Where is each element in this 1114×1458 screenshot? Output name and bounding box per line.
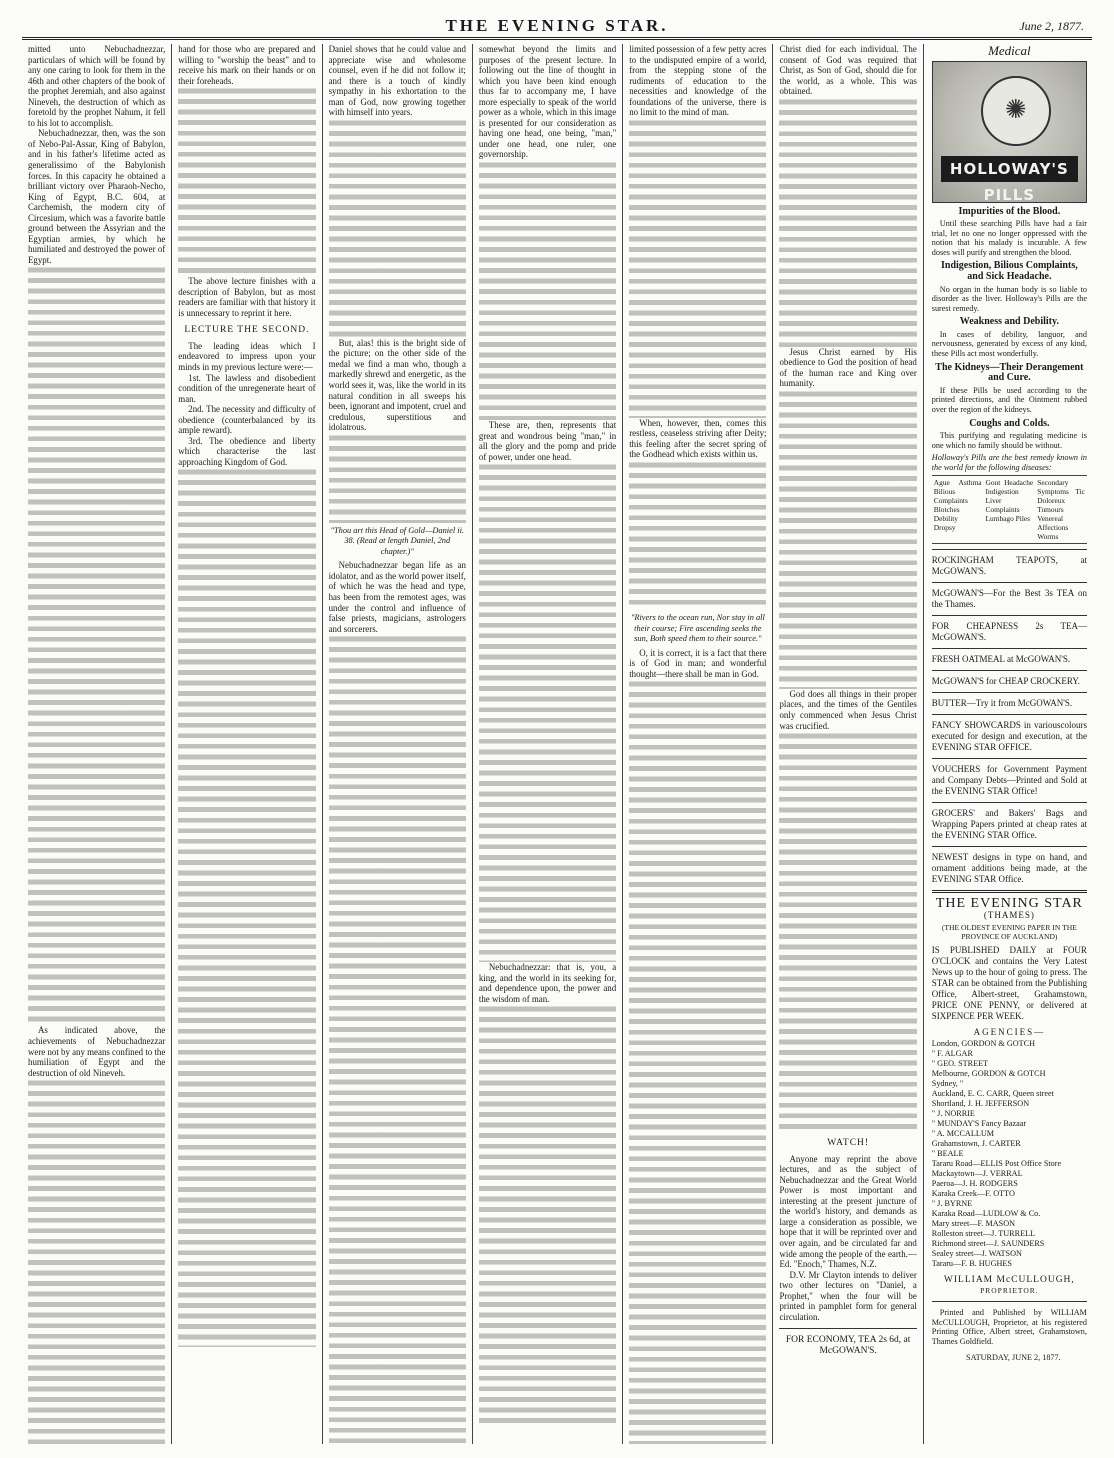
ad-notice: FANCY SHOWCARDS in variouscolours executed for design and execution, at the EVENING STAR OFFICE. xyxy=(931,720,1087,753)
masthead xyxy=(22,14,1092,40)
column-1-paragraph: Nebuchadnezzar, then, was the son of Nebo-Pal-Assar, King of Babylon, and in his father's lifetime acted as generalissimo of the Babylonish forces. In this capacity he obtained a brilliant victory over Pharaoh-Necho, King of Egypt, B.C. 604, at Carchemish, the modern city of Circesium, which was a favorite battle ground between the Assyrian and the Egyptian armies, by which he humiliated and destroyed the power of Egypt. xyxy=(28,128,166,265)
column-6-paragraph: Christ died for each individual. The consent of God was required that Christ, as Son of God, should die for the world, as a whole. This was obtained. xyxy=(779,44,917,97)
agency-entry: " F. ALGAR xyxy=(931,1049,973,1059)
agency-entry: Sealey street—J. WATSON xyxy=(931,1249,1022,1259)
divider xyxy=(932,846,1087,847)
ad-section-title: Coughs and Colds. xyxy=(969,417,1050,429)
agency-entry: " J. BYRNE xyxy=(931,1199,973,1209)
agency-entry: Grahamstown, J. CARTER xyxy=(931,1139,1021,1149)
scripture-quote: "Thou art this Head of Gold—Daniel ii. 38. (Read at length Daniel, 2nd chapter.)" xyxy=(330,525,465,556)
issue-date: June 2, 1877. xyxy=(1019,19,1084,33)
ad-section-text: This purifying and regulating medicine is one which no family should be without. xyxy=(931,431,1087,450)
column-6-paragraph: Anyone may reprint the above lectures, and as the subject of Nebuchadnezzar and the Great World Power is most important and interesting at the present juncture of the world's history, and demands as large a consideration as possible, we hope that it will be reprinted over and over again, and be circulated far and wide among the people of the earth.—Ed. "Enoch," Thames, N.Z. xyxy=(779,1153,917,1270)
column-4-text-continuation xyxy=(479,462,616,962)
agency-entry: Rolleston street—J. TURRELL xyxy=(931,1229,1036,1239)
column-5-text-continuation xyxy=(629,679,766,1444)
holloway-banner: HOLLOWAY'S PILLS xyxy=(941,156,1078,182)
disease-table-column: Ague Asthma Bilious Complaints Blotches Debility Dropsy xyxy=(933,478,982,533)
divider xyxy=(932,802,1087,803)
ad-section-text: Until these searching Pills have had a fair trial, let no one no longer oppressed with the notion that his malady is incurable. A few doses will purify and strengthen the blood. xyxy=(931,219,1087,257)
agency-entry: " J. NORRIE xyxy=(931,1109,975,1119)
ad-notice: McGOWAN'S for CHEAP CROCKERY. xyxy=(931,676,1080,687)
agency-entry: Richmond street—J. SAUNDERS xyxy=(931,1239,1045,1249)
watch-heading: WATCH! xyxy=(827,1138,870,1149)
column-4-paragraph: These are, then, represents that great and wondrous being "man," in all the glory and the pomp and pride of power, under one head. xyxy=(478,420,617,462)
newspaper-title: THE EVENING STAR. xyxy=(445,16,669,35)
divider xyxy=(932,670,1087,671)
disease-table xyxy=(932,475,1087,544)
column-5-text-continuation xyxy=(629,460,766,610)
proprietor-title: PROPRIETOR. xyxy=(980,1285,1039,1295)
divider xyxy=(932,890,1087,893)
paper-subtitle: (THAMES) xyxy=(983,910,1035,921)
poem-quote: "Rivers to the ocean run, Nor stay in all their course; Fire ascending seeks the sun, Both speed them to their source." xyxy=(630,613,765,644)
seal-icon: ✺ xyxy=(981,76,1051,146)
column-4 xyxy=(473,44,623,1444)
proprietor-name: WILLIAM McCULLOUGH, xyxy=(943,1275,1075,1286)
column-3-paragraph: Daniel shows that he could value and appreciate wise and wholesome counsel, even if he did not follow it; and there is a touch of kindly sympathy in his exhortation to the man of God, now growing together with himself into years. xyxy=(328,44,466,118)
column-2-paragraph: 2nd. The necessity and difficulty of obedience (counterbalanced by its ample reward). xyxy=(178,404,316,436)
agencies-heading: AGENCIES— xyxy=(973,1026,1046,1037)
column-1-text-continuation xyxy=(28,265,165,1025)
column-6-text-continuation xyxy=(779,731,916,1131)
divider xyxy=(932,648,1087,649)
column-4-paragraph: somewhat beyond the limits and purposes of the present lecture. In following out the line of thought in which you have been kind enough thus far to accompany me, I have more especially to speak of the world power as a whole, which in this image is presented for our consideration as having one head, one being, "man," under one head, one ruler, one governorship. xyxy=(478,44,617,160)
divider xyxy=(932,692,1087,693)
agency-entry: " BEALE xyxy=(931,1149,964,1159)
agency-entry: Karaka Creek—F. OTTO xyxy=(931,1189,1015,1199)
column-3-text-continuation xyxy=(329,118,466,338)
agency-entry: Sydney, " xyxy=(931,1079,964,1089)
column-5-paragraph: When, however, then, comes this restless, ceaseless striving after Deity; this feeling after the secret spring of the Godhead which exists within us. xyxy=(629,417,767,460)
economy-tea-ad: FOR ECONOMY, TEA 2s 6d, at McGOWAN'S. xyxy=(785,1335,911,1356)
ad-section-title: Indigestion, Bilious Complaints, and Sick Headache. xyxy=(941,260,1078,283)
ad-notice: NEWEST designs in type on hand, and ornament additions being made, at the EVENING STAR Office. xyxy=(931,852,1087,885)
agency-entry: London, GORDON & GOTCH xyxy=(931,1039,1036,1049)
publication-notice: IS PUBLISHED DAILY at FOUR O'CLOCK and contains the Very Latest News up to the hour of going to press. The STAR can be obtained from the Publishing Office, Albert-street, Grahamstown, PRICE ONE PENNY, or delivered at SIXPENCE PER WEEK. xyxy=(931,944,1087,1021)
column-2-paragraph: hand for those who are prepared and willing to "worship the beast" and to receive his mark on their hands or on their foreheads. xyxy=(178,44,316,86)
column-5 xyxy=(623,44,773,1444)
ad-notice: McGOWAN'S—For the Best 3s TEA on the Thames. xyxy=(931,588,1087,610)
column-3-text-continuation xyxy=(329,634,466,1444)
paper-title: THE EVENING STAR xyxy=(935,896,1083,912)
imprint-date: SATURDAY, JUNE 2, 1877. xyxy=(966,1352,1061,1362)
divider xyxy=(932,615,1087,616)
ad-section-title: The Kidneys—Their Derangement and Cure. xyxy=(935,361,1084,384)
divider xyxy=(932,582,1087,583)
ad-notice: FOR CHEAPNESS 2s TEA— McGOWAN'S. xyxy=(931,621,1087,643)
column-2-paragraph: The above lecture finishes with a description of Babylon, but as most readers are familiar with that history it is unnecessary to reprint it here. xyxy=(178,276,316,318)
disease-table-note: Holloway's Pills are the best remedy known in the world for the following diseases: xyxy=(931,453,1087,472)
column-2-text-continuation xyxy=(178,86,315,276)
divider xyxy=(932,549,1087,550)
agency-entry: Melbourne, GORDON & GOTCH xyxy=(931,1069,1046,1079)
agency-entry: Tararu Road—ELLIS Post Office Store xyxy=(931,1159,1062,1169)
column-6-paragraph: God does all things in their proper places, and the times of the Gentiles only commenced when Jesus Christ was crucified. xyxy=(779,688,917,731)
column-3 xyxy=(323,44,473,1444)
divider xyxy=(932,758,1087,759)
ad-section-text: In cases of debility, languor, and nervousness, generated by excess of any kind, these Pills act most wonderfully. xyxy=(931,329,1087,359)
column-6-text-continuation xyxy=(779,389,916,689)
agency-entry: Mary street—F. MASON xyxy=(931,1219,1016,1229)
agency-entry: " A. MCCALLUM xyxy=(931,1129,995,1139)
disease-table-column: Gout Headache Indigestion Liver Complaints Lumbago Piles xyxy=(985,478,1034,524)
imprint: Printed and Published by WILLIAM McCULLOUGH, Proprietor, at his registered Printing Office, Albert street, Grahamstown, Thames Goldfield. xyxy=(931,1308,1087,1346)
agency-entry: Shortland, J. H. JEFFERSON xyxy=(931,1099,1030,1109)
column-1-text-continuation xyxy=(28,1078,165,1444)
ad-section-text: No organ in the human body is so liable to disorder as the liver. Holloway's Pills are the surest remedy. xyxy=(931,284,1087,313)
agency-entry: " MUNDAY'S Fancy Bazaar xyxy=(931,1119,1027,1129)
lecture-heading: LECTURE THE SECOND. xyxy=(184,325,310,336)
column-6-paragraph: Jesus Christ earned by His obedience to God the position of head of the human race and King over humanity. xyxy=(779,346,917,389)
column-3-paragraph: Nebuchadnezzar began life as an idolator, and as the world power itself, of which he was the head and type, has been from the remotest ages, was under the control and influence of false priests, magicians, astrologers and sorcerers. xyxy=(328,560,466,634)
ad-notice: GROCERS' and Bakers' Bags and Wrapping Papers printed at cheap rates at the EVENING STAR Office. xyxy=(931,808,1087,841)
column-4-text-continuation xyxy=(479,1004,616,1424)
ad-notice: FRESH OATMEAL at McGOWAN'S. xyxy=(931,654,1071,665)
agency-entry: Tararu—F. B. HUGHES xyxy=(931,1259,1012,1269)
advertisement-column xyxy=(924,44,1092,1444)
ad-notice: BUTTER—Try it from McGOWAN'S. xyxy=(931,698,1073,709)
medical-heading: Medical xyxy=(988,44,1031,58)
divider xyxy=(932,1301,1087,1302)
paper-note: (THE OLDEST EVENING PAPER IN THE PROVINCE OF AUCKLAND) xyxy=(941,922,1077,941)
agency-entry: Paeroa—J. H. RODGERS xyxy=(931,1179,1018,1189)
agency-entry: Auckland, E. C. CARR, Queen street xyxy=(931,1089,1054,1099)
column-6-paragraph: D.V. Mr Clayton intends to deliver two other lectures on "Daniel, a Prophet," when the four will be printed in pamphlet form for general circulation. xyxy=(779,1269,917,1322)
column-1-paragraph: As indicated above, the achievements of Nebuchadnezzar were not by any means confined to the humiliation of Egypt and the destruction of old Nineveh. xyxy=(28,1025,166,1078)
column-2 xyxy=(172,44,322,1444)
column-2-paragraph: 3rd. The obedience and liberty which characterise the last approaching Kingdom of God. xyxy=(178,435,316,467)
ad-notice: VOUCHERS for Government Payment and Company Debts—Printed and Sold at the EVENING STAR Office! xyxy=(931,764,1087,797)
column-5-paragraph: limited possession of a few petty acres to the undisputed empire of a world, from the stepping stone of the rudiments of education to the necessities and knowledge of the foundations of the universe, there is no limit to the mind of man. xyxy=(629,44,767,118)
article-columns xyxy=(22,44,1092,1444)
agency-entry: Mackaytown—J. VERRAL xyxy=(931,1169,1023,1179)
agencies-list xyxy=(932,1039,1087,1269)
agency-entry: " GEO. STREET xyxy=(931,1059,989,1069)
disease-table-column: Secondary Symptoms Tic Doloreux Tumours Venereal Affections Worms xyxy=(1037,478,1085,542)
ad-section-title: Weakness and Debility. xyxy=(959,316,1059,328)
column-6-text-continuation xyxy=(779,97,916,347)
ad-notice: ROCKINGHAM TEAPOTS, at McGOWAN'S. xyxy=(931,555,1087,577)
ad-section-text: If these Pills be used according to the printed directions, and the Ointment rubbed over the region of the kidneys. xyxy=(931,385,1087,414)
column-2-text-continuation xyxy=(178,467,315,1347)
column-5-text-continuation xyxy=(629,118,766,418)
column-6 xyxy=(773,44,923,1444)
divider xyxy=(779,1328,916,1329)
column-3-paragraph: But, alas! this is the bright side of the picture; on the other side of the medal we find a man who, though a markedly shrewd and energetic, as the world sees it, was, like the world in its natural condition in all sweeps his been, ignorant and impotent, cruel and credulous, superstitious and idolatrous. xyxy=(328,337,466,433)
ad-section-title: Impurities of the Blood. xyxy=(958,205,1061,217)
column-3-text-continuation xyxy=(329,433,466,523)
holloway-engraving xyxy=(932,61,1087,203)
column-1-paragraph: mitted unto Nebuchadnezzar, particulars of which will be found by any one caring to look for them in the 46th and other chapters of the book of the prophet Jeremiah, and also against Nineveh, the destruction of which as foretold by the prophet Nahum, it fell to his lot to accomplish. xyxy=(28,44,166,128)
column-1 xyxy=(22,44,172,1444)
column-2-paragraph: 1st. The lawless and disobedient condition of the unregenerate heart of man. xyxy=(178,372,316,404)
column-2-paragraph: The leading ideas which I endeavored to impress upon your minds in my previous lecture were:— xyxy=(178,340,316,373)
column-4-text-continuation xyxy=(479,160,616,420)
column-5-paragraph: O, it is correct, it is a fact that there is of God in man; and wonderful thought—there shall be man in God. xyxy=(629,647,767,679)
agency-entry: Karaka Road—LUDLOW & Co. xyxy=(931,1209,1041,1219)
column-4-paragraph: Nebuchadnezzar: that is, you, a king, and the world in its seeking for, and dependence upon, the power and the wisdom of man. xyxy=(478,962,617,1004)
divider xyxy=(932,714,1087,715)
